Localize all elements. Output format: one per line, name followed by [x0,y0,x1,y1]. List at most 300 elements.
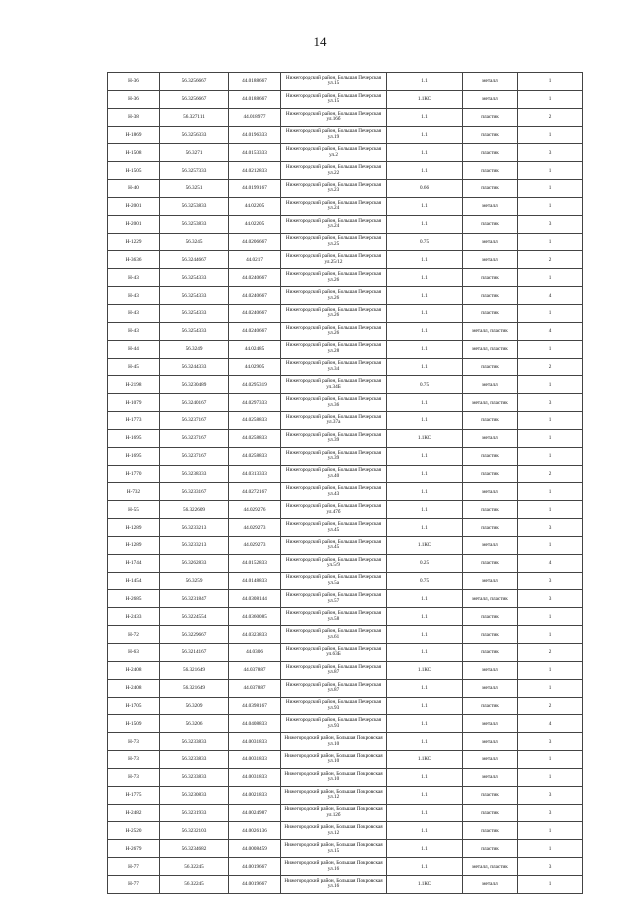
site-id-cell: Н-1744 [108,554,160,572]
longitude-cell: 44.0295319 [229,376,281,394]
table-row [108,429,583,447]
latitude-cell: 56.3232103 [160,822,229,840]
latitude-cell: 56.321649 [160,661,229,679]
longitude-cell: 44.0258833 [229,412,281,430]
address-cell: Нижегородский район, Большая Покровская ул.10 [281,751,387,769]
address-cell: Нижегородский район, Большая Печерская ул.61 [281,626,387,644]
material-cell: металл [463,733,518,751]
count-cell: 3 [518,394,583,412]
site-id-cell: Н-2679 [108,840,160,858]
material-cell: металл [463,715,518,733]
table-row [108,251,583,269]
latitude-cell: 56.3254333 [160,304,229,322]
longitude-cell: 44.037887 [229,679,281,697]
longitude-cell: 44.0240667 [229,269,281,287]
count-cell: 1 [518,233,583,251]
site-id-cell: Н-55 [108,501,160,519]
latitude-cell: 56.3249 [160,340,229,358]
volume-cell: 1.1 [387,858,463,876]
volume-cell: 1.1 [387,108,463,126]
address-cell: Нижегородский район, Большая Печерская ул.25/12 [281,251,387,269]
volume-cell: 1.1 [387,447,463,465]
material-cell: пластик [463,215,518,233]
latitude-cell: 56.3254333 [160,287,229,305]
count-cell: 1 [518,608,583,626]
latitude-cell: 56.3244667 [160,251,229,269]
longitude-cell: 44.0240667 [229,287,281,305]
table-row [108,697,583,715]
address-cell: Нижегородский район, Большая Печерская ул.63Б [281,644,387,662]
material-cell: пластик [463,804,518,822]
address-cell: Нижегородский район, Большая Печерская ул.93 [281,697,387,715]
longitude-cell: 44.029273 [229,519,281,537]
material-cell: металл [463,536,518,554]
material-cell: металл [463,197,518,215]
material-cell: металл, пластик [463,590,518,608]
table-row [108,287,583,305]
volume-cell: 1.1КС [387,536,463,554]
volume-cell: 1.1 [387,412,463,430]
volume-cell: 0.75 [387,572,463,590]
table-row [108,340,583,358]
site-id-cell: Н-44 [108,340,160,358]
site-id-cell: Н-1079 [108,394,160,412]
address-cell: Нижегородский район, Большая Печерская ул.2 [281,144,387,162]
count-cell: 1 [518,180,583,198]
latitude-cell: 56.3251 [160,180,229,198]
volume-cell: 1.1 [387,733,463,751]
address-cell: Нижегородский район, Большая Печерская ул.93 [281,715,387,733]
page-number: 14 [313,34,327,49]
site-id-cell: Н-2408 [108,679,160,697]
count-cell: 3 [518,590,583,608]
table-row [108,858,583,876]
longitude-cell: 44.0148833 [229,572,281,590]
address-cell: Нижегородский район, Большая Печерская ул.26 [281,304,387,322]
site-id-cell: Н-77 [108,875,160,893]
table-row [108,822,583,840]
latitude-cell: 56.3271 [160,144,229,162]
site-id-cell: Н-36 [108,90,160,108]
material-cell: пластик [463,554,518,572]
table-row [108,73,583,91]
site-id-cell: Н-1775 [108,786,160,804]
material-cell: пластик [463,108,518,126]
latitude-cell: 56.3237167 [160,429,229,447]
material-cell: пластик [463,269,518,287]
latitude-cell: 56.32245 [160,875,229,893]
site-id-cell: Н-732 [108,483,160,501]
site-id-cell: Н-1454 [108,572,160,590]
table-row [108,733,583,751]
site-id-cell: Н-1289 [108,536,160,554]
latitude-cell: 56.3224554 [160,608,229,626]
site-id-cell: Н-1505 [108,162,160,180]
table-row [108,661,583,679]
latitude-cell: 56.3231847 [160,590,229,608]
latitude-cell: 56.3229667 [160,626,229,644]
address-cell: Нижегородский район, Большая Печерская ул.39 [281,447,387,465]
address-cell: Нижегородский район, Большая Покровская ул.10 [281,733,387,751]
address-cell: Нижегородский район, Большая Печерская ул.34 [281,358,387,376]
longitude-cell: 44.0297333 [229,394,281,412]
material-cell: металл [463,751,518,769]
address-cell: Нижегородский район, Большая Печерская ул.87 [281,661,387,679]
count-cell: 1 [518,90,583,108]
volume-cell: 1.1 [387,340,463,358]
address-cell: Нижегородский район, Большая Печерская ул.19 [281,126,387,144]
volume-cell: 1.1 [387,197,463,215]
longitude-cell: 44.0152833 [229,554,281,572]
site-id-cell: Н-1695 [108,447,160,465]
volume-cell: 1.1 [387,126,463,144]
longitude-cell: 44.0408833 [229,715,281,733]
address-cell: Нижегородский район, Большая Печерская ул.28 [281,340,387,358]
table-row [108,751,583,769]
volume-cell: 1.1 [387,501,463,519]
site-id-cell: Н-73 [108,751,160,769]
site-id-cell: Н-2433 [108,608,160,626]
latitude-cell: 56.3233833 [160,768,229,786]
material-cell: пластик [463,626,518,644]
site-id-cell: Н-2001 [108,215,160,233]
site-id-cell: Н-43 [108,304,160,322]
table-row [108,465,583,483]
latitude-cell: 56.327111 [160,108,229,126]
longitude-cell: 44.0188667 [229,90,281,108]
longitude-cell: 44.0031833 [229,768,281,786]
count-cell: 1 [518,429,583,447]
count-cell: 1 [518,412,583,430]
volume-cell: 1.1 [387,804,463,822]
address-cell: Нижегородский район, Большая Покровская ул.10 [281,768,387,786]
material-cell: пластик [463,412,518,430]
count-cell: 1 [518,269,583,287]
address-cell: Нижегородский район, Большая Печерская ул.57 [281,590,387,608]
address-cell: Нижегородский район, Большая Печерская ул.15 [281,73,387,91]
material-cell: металл, пластик [463,322,518,340]
volume-cell: 1.1 [387,608,463,626]
material-cell: металл [463,73,518,91]
longitude-cell: 44.0031833 [229,733,281,751]
volume-cell: 1.1КС [387,661,463,679]
longitude-cell: 44.0258833 [229,429,281,447]
count-cell: 3 [518,786,583,804]
address-cell: Нижегородский район, Большая Печерская ул.45 [281,536,387,554]
count-cell: 3 [518,519,583,537]
table-row [108,679,583,697]
address-cell: Нижегородский район, Большая Печерская ул.37а [281,412,387,430]
count-cell: 3 [518,733,583,751]
count-cell: 2 [518,358,583,376]
longitude-cell: 44.0212833 [229,162,281,180]
longitude-cell: 44.0021833 [229,786,281,804]
site-id-cell: Н-2482 [108,804,160,822]
table-row [108,108,583,126]
count-cell: 4 [518,554,583,572]
site-id-cell: Н-43 [108,269,160,287]
address-cell: Нижегородский район, Большая Печерская ул.22 [281,162,387,180]
volume-cell: 1.1 [387,287,463,305]
material-cell: пластик [463,786,518,804]
latitude-cell: 56.3231933 [160,804,229,822]
longitude-cell: 44.029273 [229,536,281,554]
count-cell: 1 [518,768,583,786]
site-id-cell: Н-73 [108,768,160,786]
latitude-cell: 56.3254333 [160,322,229,340]
address-cell: Нижегородский район, Большая Печерская ул.24 [281,215,387,233]
volume-cell: 1.1 [387,465,463,483]
volume-cell: 1.1КС [387,429,463,447]
longitude-cell: 44.0008459 [229,840,281,858]
material-cell: металл [463,90,518,108]
table-row [108,304,583,322]
volume-cell: 1.1 [387,304,463,322]
latitude-cell: 56.3254333 [160,269,229,287]
site-id-cell: Н-2685 [108,590,160,608]
material-cell: металл [463,661,518,679]
volume-cell: 1.1 [387,73,463,91]
latitude-cell: 56.32245 [160,858,229,876]
count-cell: 2 [518,697,583,715]
address-cell: Нижегородский район, Большая Покровская ул.16 [281,858,387,876]
site-id-cell: Н-38 [108,108,160,126]
material-cell: пластик [463,287,518,305]
longitude-cell: 44.0360085 [229,608,281,626]
longitude-cell: 44.029276 [229,501,281,519]
count-cell: 1 [518,840,583,858]
volume-cell: 0.25 [387,554,463,572]
volume-cell: 1.1 [387,483,463,501]
volume-cell: 1.1 [387,251,463,269]
material-cell: пластик [463,501,518,519]
table-row [108,608,583,626]
address-cell: Нижегородский район, Большая Покровская ул.12 [281,822,387,840]
latitude-cell: 56.3253833 [160,197,229,215]
table-row [108,554,583,572]
address-cell: Нижегородский район, Большая Печерская ул.26 [281,322,387,340]
table-row [108,126,583,144]
count-cell: 1 [518,751,583,769]
table-row [108,215,583,233]
latitude-cell: 56.3240167 [160,394,229,412]
site-id-cell: Н-2520 [108,822,160,840]
longitude-cell: 44.0308144 [229,590,281,608]
volume-cell: 1.1 [387,215,463,233]
material-cell: металл, пластик [463,340,518,358]
site-id-cell: Н-2001 [108,197,160,215]
longitude-cell: 44.0323833 [229,626,281,644]
table-row [108,626,583,644]
count-cell: 1 [518,661,583,679]
longitude-cell: 44.0188667 [229,73,281,91]
volume-cell: 0.66 [387,180,463,198]
count-cell: 3 [518,215,583,233]
material-cell: пластик [463,519,518,537]
table-row [108,322,583,340]
latitude-cell: 56.3214167 [160,644,229,662]
longitude-cell: 44.0024987 [229,804,281,822]
material-cell: металл [463,376,518,394]
latitude-cell: 56.3245 [160,233,229,251]
count-cell: 1 [518,304,583,322]
longitude-cell: 44.02205 [229,215,281,233]
latitude-cell: 56.3237167 [160,447,229,465]
material-cell: металл [463,875,518,893]
longitude-cell: 44.0240667 [229,322,281,340]
material-cell: пластик [463,162,518,180]
longitude-cell: 44.0313333 [229,465,281,483]
count-cell: 4 [518,287,583,305]
latitude-cell: 56.3262833 [160,554,229,572]
address-cell: Нижегородский район, Большая Печерская ул.40 [281,465,387,483]
material-cell: пластик [463,304,518,322]
latitude-cell: 56.3253833 [160,215,229,233]
count-cell: 1 [518,126,583,144]
table-row [108,144,583,162]
table-row [108,644,583,662]
count-cell: 1 [518,447,583,465]
address-cell: Нижегородский район, Большая Печерская ул.23 [281,180,387,198]
longitude-cell: 44.0398167 [229,697,281,715]
address-cell: Нижегородский район, Большая Печерская ул.47б [281,501,387,519]
table-row [108,233,583,251]
table-row [108,590,583,608]
latitude-cell: 56.3256667 [160,90,229,108]
address-cell: Нижегородский район, Большая Печерская ул.43 [281,483,387,501]
longitude-cell: 44.0272167 [229,483,281,501]
longitude-cell: 44.0217 [229,251,281,269]
site-id-cell: Н-1869 [108,126,160,144]
site-id-cell: Н-72 [108,626,160,644]
latitude-cell: 56.3233833 [160,733,229,751]
address-cell: Нижегородский район, Большая Печерская ул.15 [281,90,387,108]
volume-cell: 1.1 [387,322,463,340]
count-cell: 1 [518,340,583,358]
latitude-cell: 56.3234682 [160,840,229,858]
material-cell: пластик [463,840,518,858]
longitude-cell: 44.0026136 [229,822,281,840]
count-cell: 1 [518,875,583,893]
material-cell: пластик [463,608,518,626]
volume-cell: 1.1 [387,162,463,180]
count-cell: 2 [518,644,583,662]
address-cell: Нижегородский район, Большая Печерская ул.16б [281,108,387,126]
volume-cell: 1.1 [387,519,463,537]
volume-cell: 1.1 [387,590,463,608]
count-cell: 3 [518,144,583,162]
site-id-cell: Н-1509 [108,715,160,733]
site-id-cell: Н-45 [108,358,160,376]
site-id-cell: Н-77 [108,858,160,876]
address-cell: Нижегородский район, Большая Печерская ул.24 [281,197,387,215]
site-id-cell: Н-1508 [108,144,160,162]
latitude-cell: 56.3230833 [160,786,229,804]
material-cell: металл, пластик [463,858,518,876]
material-cell: пластик [463,180,518,198]
longitude-cell: 44.02205 [229,197,281,215]
count-cell: 1 [518,822,583,840]
volume-cell: 1.1 [387,626,463,644]
volume-cell: 1.1 [387,822,463,840]
longitude-cell: 44.02485 [229,340,281,358]
volume-cell: 1.1 [387,144,463,162]
volume-cell: 1.1 [387,394,463,412]
longitude-cell: 44.0031833 [229,751,281,769]
table-row [108,840,583,858]
material-cell: пластик [463,144,518,162]
material-cell: пластик [463,644,518,662]
latitude-cell: 56.3230489 [160,376,229,394]
latitude-cell: 56.3233167 [160,483,229,501]
address-cell: Нижегородский район, Большая Печерская ул.36 [281,394,387,412]
table-row [108,519,583,537]
material-cell: пластик [463,126,518,144]
volume-cell: 1.1 [387,715,463,733]
table-row [108,768,583,786]
count-cell: 1 [518,536,583,554]
container-site-table [107,72,583,894]
site-id-cell: Н-40 [108,180,160,198]
latitude-cell: 56.3237167 [160,412,229,430]
volume-cell: 1.1 [387,269,463,287]
table-row [108,715,583,733]
latitude-cell: 56.322609 [160,501,229,519]
address-cell: Нижегородский район, Большая Печерская ул.45 [281,519,387,537]
address-cell: Нижегородский район, Большая Печерская ул.58 [281,608,387,626]
material-cell: металл [463,429,518,447]
table-row [108,536,583,554]
site-id-cell: Н-1705 [108,697,160,715]
latitude-cell: 56.3233833 [160,751,229,769]
longitude-cell: 44.0153333 [229,144,281,162]
table-row [108,180,583,198]
site-id-cell: Н-3636 [108,251,160,269]
latitude-cell: 56.3238333 [160,465,229,483]
site-id-cell: Н-1289 [108,519,160,537]
address-cell: Нижегородский район, Большая Покровская ул.12 [281,786,387,804]
latitude-cell: 56.3233213 [160,536,229,554]
count-cell: 1 [518,501,583,519]
address-cell: Нижегородский район, Большая Покровская ул.16 [281,875,387,893]
table-row [108,412,583,430]
count-cell: 2 [518,465,583,483]
volume-cell: 1.1 [387,697,463,715]
longitude-cell: 44.0206667 [229,233,281,251]
table-row [108,786,583,804]
site-id-cell: Н-1229 [108,233,160,251]
longitude-cell: 44.0196333 [229,126,281,144]
count-cell: 1 [518,73,583,91]
table-body [108,73,583,894]
site-id-cell: Н-2198 [108,376,160,394]
count-cell: 1 [518,679,583,697]
table-row [108,447,583,465]
table-row [108,162,583,180]
count-cell: 2 [518,108,583,126]
table-row [108,269,583,287]
material-cell: пластик [463,822,518,840]
longitude-cell: 44.037887 [229,661,281,679]
volume-cell: 0.75 [387,233,463,251]
count-cell: 4 [518,715,583,733]
longitude-cell: 44.02905 [229,358,281,376]
site-id-cell: Н-1770 [108,465,160,483]
material-cell: пластик [463,697,518,715]
longitude-cell: 44.0199167 [229,180,281,198]
count-cell: 1 [518,483,583,501]
count-cell: 3 [518,858,583,876]
